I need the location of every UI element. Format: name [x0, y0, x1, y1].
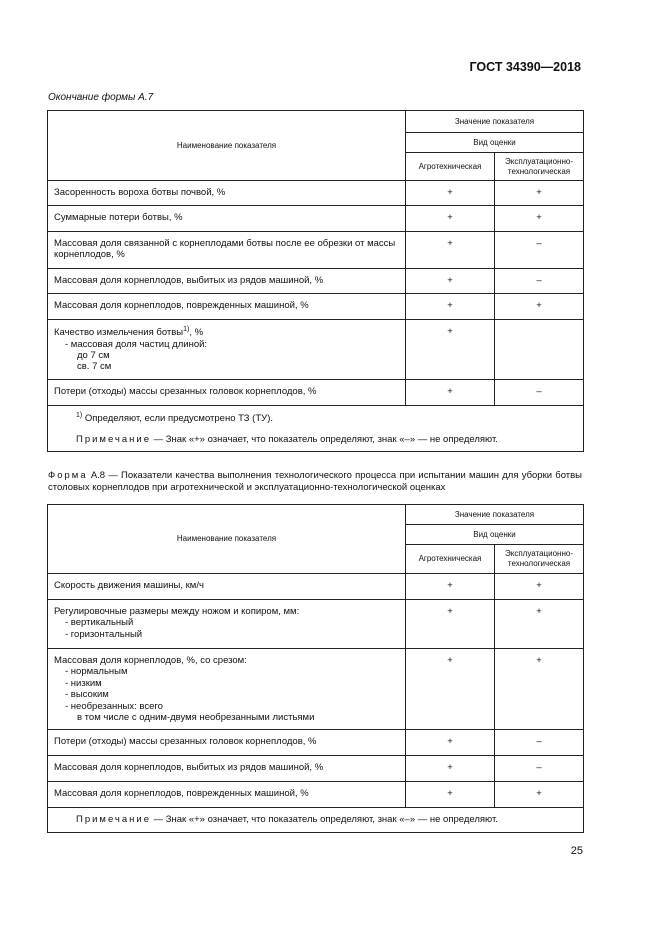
table-row	[48, 730, 584, 756]
agro-mark: +	[406, 574, 495, 600]
header-eval-type: Вид оценки	[406, 133, 584, 153]
expl-mark: +	[495, 600, 584, 649]
agro-mark: +	[406, 269, 495, 294]
row-name: Массовая доля корнеплодов, выбитых из рядов машиной, %	[48, 269, 406, 294]
document-header: ГОСТ 34390—2018	[469, 60, 581, 74]
agro-mark: +	[406, 649, 495, 730]
table-footnotes	[48, 406, 584, 452]
row-name: Массовая доля корнеплодов, %, со срезом: - нормальным - низким - высоким - необрезанных: всего в том числе с одним-двумя необрезанными листьями	[48, 649, 406, 730]
header-expl: Эксплуатационно- технологическая	[495, 153, 584, 181]
header-value: Значение показателя	[406, 111, 584, 133]
table-a7-caption: Окончание формы А.7	[48, 92, 154, 103]
header-value: Значение показателя	[406, 505, 584, 525]
agro-mark: +	[406, 320, 495, 380]
header-agro: Агротехническая	[406, 545, 495, 574]
header-eval-type: Вид оценки	[406, 525, 584, 545]
expl-mark: +	[495, 782, 584, 808]
header-expl: Эксплуатационно- технологическая	[495, 545, 584, 574]
table-row	[48, 600, 584, 649]
table-row	[48, 269, 584, 294]
agro-mark: +	[406, 294, 495, 320]
row-name: Качество измельчения ботвы$^{1)}$, % - массовая доля частиц длиной: до 7 см св. 7 см	[48, 320, 406, 380]
expl-mark	[495, 320, 584, 380]
header-name-col: Наименование показателя	[48, 505, 406, 574]
table-row	[48, 294, 584, 320]
row-name: Массовая доля корнеплодов, выбитых из рядов машиной, %	[48, 756, 406, 782]
expl-mark: +	[495, 206, 584, 232]
expl-mark: –	[495, 756, 584, 782]
page-number: 25	[570, 845, 583, 857]
agro-mark: +	[406, 380, 495, 406]
agro-mark: +	[406, 600, 495, 649]
table-row	[48, 756, 584, 782]
expl-mark: +	[495, 181, 584, 206]
row-name: Потери (отходы) массы срезанных головок корнеплодов, %	[48, 730, 406, 756]
row-name: Засоренность вороха ботвы почвой, %	[48, 181, 406, 206]
header-name-col: Наименование показателя	[48, 111, 406, 181]
expl-mark: –	[495, 232, 584, 269]
expl-mark: –	[495, 730, 584, 756]
table-a7	[47, 110, 584, 452]
row-name: Массовая доля корнеплодов, поврежденных машиной, %	[48, 782, 406, 808]
table-row	[48, 574, 584, 600]
table-row	[48, 649, 584, 730]
row-name: Скорость движения машины, км/ч	[48, 574, 406, 600]
table-a8-caption: Форма А.8 — Показатели качества выполнения технологического процесса при испытании машин для уборки ботвы столовых корнеплодов при агротехнической и эксплуатационно-технологической оценках	[48, 470, 582, 494]
row-name: Массовая доля корнеплодов, поврежденных машиной, %	[48, 294, 406, 320]
expl-mark: +	[495, 649, 584, 730]
agro-mark: +	[406, 782, 495, 808]
agro-mark: +	[406, 730, 495, 756]
expl-mark: –	[495, 380, 584, 406]
table-row	[48, 782, 584, 808]
agro-mark: +	[406, 206, 495, 232]
table-row	[48, 181, 584, 206]
table-note: Примечание — Знак «+» означает, что показатель определяют, знак «–» — не определяют.	[48, 808, 584, 832]
expl-mark: +	[495, 294, 584, 320]
table-a8	[47, 504, 584, 833]
table-note: Примечание — Знак «+» означает, что показатель определяют, знак «–» — не определяют.	[76, 433, 498, 445]
table-row	[48, 232, 584, 269]
expl-mark: –	[495, 269, 584, 294]
table-row	[48, 320, 584, 380]
table-row	[48, 380, 584, 406]
agro-mark: +	[406, 756, 495, 782]
header-agro: Агротехническая	[406, 153, 495, 181]
row-name: Регулировочные размеры между ножом и копиром, мм: - вертикальный - горизонтальный	[48, 600, 406, 649]
agro-mark: +	[406, 232, 495, 269]
row-name: Суммарные потери ботвы, %	[48, 206, 406, 232]
agro-mark: +	[406, 181, 495, 206]
footnote: $^{1)}$ Определяют, если предусмотрено ТЗ (ТУ).	[76, 412, 273, 425]
row-name: Потери (отходы) массы срезанных головок корнеплодов, %	[48, 380, 406, 406]
table-row	[48, 206, 584, 232]
expl-mark: +	[495, 574, 584, 600]
row-name: Массовая доля связанной с корнеплодами ботвы после ее обрезки от массы корнеплодов, %	[48, 232, 406, 269]
